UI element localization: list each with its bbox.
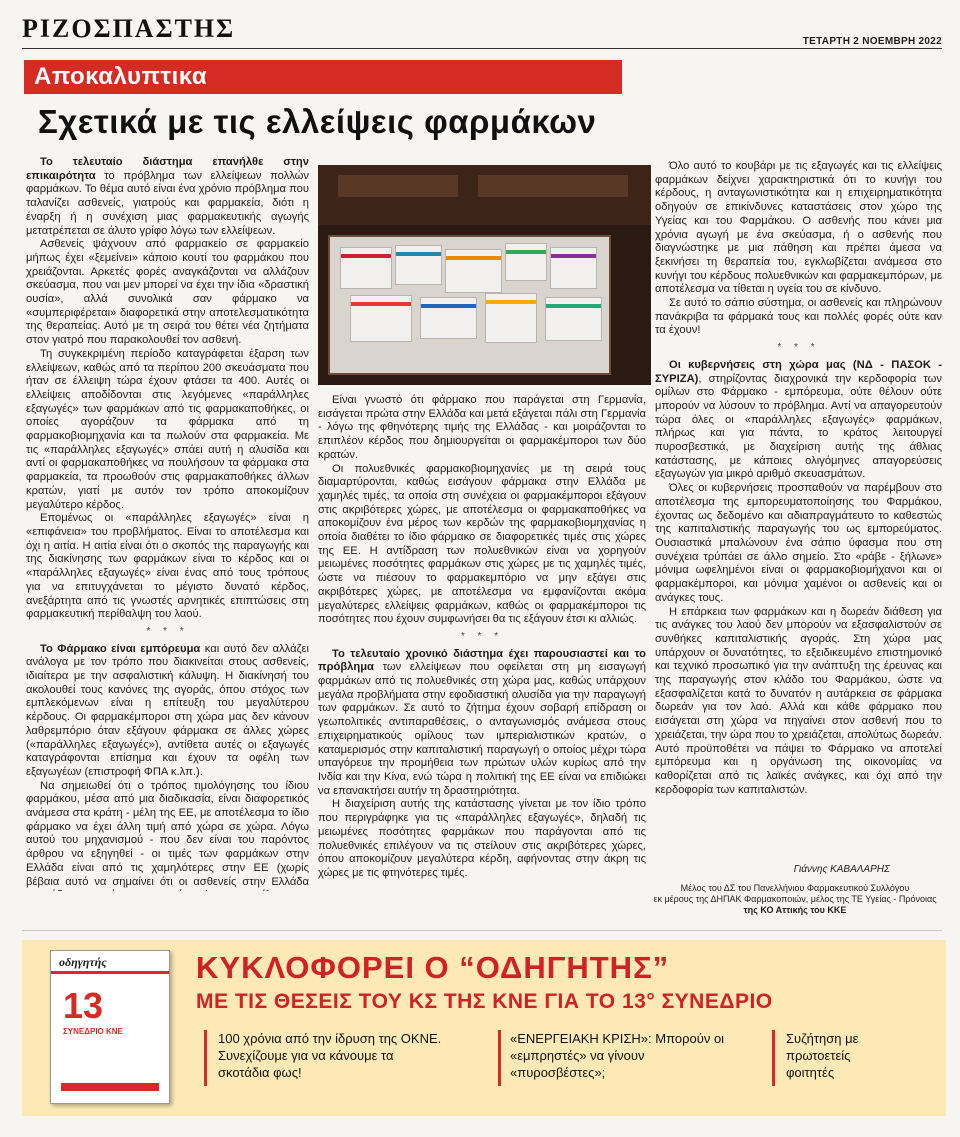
magazine-strip [61,1083,159,1091]
author-role-line: της ΚΟ Αττικής του ΚΚΕ [743,905,847,915]
author-role [650,883,940,916]
author-role-line: Μέλος του ΔΣ του Πανελλήνιου Φαρμακευτικού Συλλόγου [680,883,910,893]
ad-divider [22,930,942,931]
paragraph [318,648,646,799]
article-column-2 [318,394,646,884]
magazine-cover [50,950,170,1104]
paragraph: Η επάρκεια των φαρμάκων και η δωρεάν διάθεση για τις ανάγκες του λαού δεν μπορούν να εξασφαλιστούν σε συνθήκες καπιταλιστικής αγοράς. Στη χώρα μας υπάρχουν οι δυνατότητες, το εξειδικευμένο επιστημονικό και τεχνικό προσωπικό για την ανάπτυξη της έρευνας και της παραγωγής στον κλάδο του Φαρμάκου, ώστε να εξασφαλίζεται κατά το δυνατόν η αυτάρκεια σε φάρμακα δωρεάν για τον λαό. Αλλά και κάθε φάρμακο που εισάγεται στη χώρα να πηγαίνει στον ασθενή που το χρειάζεται, την ώρα που το χρειάζεται, απολύτως δωρεάν. Αυτό προϋποθέτει να πάψει το Φάρμακο να αποτελεί εμπόρευμα και η οργάνωση της οικονομίας να καθορίζεται από τις λαϊκές ανάγκες, και όχι από την κερδοφορία των καπιταλιστών. [655,605,942,796]
header-divider [22,48,942,49]
paragraph [26,156,309,238]
paragraph: Σε αυτό το σάπιο σύστημα, οι ασθενείς και πληρώνουν πανάκριβα τα φάρμακά τους και πολλές φορές ούτε καν τα έχουν! [655,297,942,337]
paragraph-text: των ελλείψεων που οφείλεται στη μη εισαγωγή φαρμάκων από τις πολυεθνικές στη χώρα μας, καθώς υπάρχουν μεγάλα προβλήματα στην εφοδιαστική αλυσίδα για την παραγωγή των φαρμάκων. Σε αυτό το ζήτημα έχουν σοβαρή επίδραση οι γεωπολιτικές αντιπαραθέσεις, ο ανταγωνισμός ανάμεσα στους επιχειρηματικούς ομίλους των ιμπεριαλιστικών κρατών, ο καταμερισμός στην καπιταλιστική παραγωγή ο οποίος μέχρι τώρα υπαγόρευε την προμήθεια των πρώτων υλών κυρίως από την Ινδία και την Κίνα, ενώ τώρα η πολιτική της ΕΕ είναι να επιδιώκει να επανακτήσει αυτήν τη δραστηριότητα. [318,661,646,797]
paragraph: Ασθενείς ψάχνουν από φαρμακείο σε φαρμακείο μήπως έχει «ξεμείνει» κάποιο κουτί του φαρμάκου που χρειάζονται. Αρκετές φορές αναγκάζονται να αλλάζουν σκεύασμα, που ναι μεν μπορεί να έχει την ίδια «δραστική ουσία», αλλά συνολικά σαν φάρμακο να «συμπεριφέρεται» διαφορετικά στην αποτελεσματικότητα της θεραπείας. Αυτό με τη σειρά του θέτει νέα ζητήματα στον γιατρό που παρακολουθεί τον ασθενή. [26,238,309,347]
magazine-title: οδηγητής [59,955,107,969]
author-role-line: εκ μέρους της ΔΗΠΑΚ Φαρμακοποιών, μέλος της ΤΕ Υγείας - Πρόνοιας [653,894,937,904]
ad-item-bar [204,1030,207,1086]
lead-bold: Το τελευταίο διάστημα επανήλθε στην επικαιρότητα [26,156,309,182]
lead-bold: Οι κυβερνήσεις στη χώρα μας (ΝΔ - ΠΑΣΟΚ - ΣΥΡΙΖΑ) [655,358,942,385]
magazine-number: 13 [63,985,104,1026]
paragraph: Οι πολυεθνικές φαρμακοβιομηχανίες με τη σειρά τους διαμαρτύρονται, καθώς εισάγουν φάρμακα στην Ελλάδα με χαμηλές τιμές, τα οποία στη συνέχεια οι φαρμακέμποροι εξάγουν στις ακριβότερες χώρες, με αποτέλεσμα οι φαρμακαποθήκες να αποκομίζουν ένα μέρος των κερδών της φαρμακοβιομηχανίας η οποία διαθέτει το ίδιο φάρμακο σε διαφορετικές τιμές στις χώρες της ΕΕ. Η αντίδραση των πολυεθνικών είναι να χορηγούν μειωμένες ποσότητες φαρμάκων στις χώρες με τις χαμηλές τιμές, ώστε να πιέσουν το φαρμακεμπόριο να μην εξάγει στις ακριβότερες χώρες, με αποτέλεσμα να εμφανίζονται ακόμα μεγαλύτερες ελλείψεις φαρμάκων, καθώς οι φαρμακέμποροι τις ποσότητες που έχουν συμφωνήσει θα τις εξάγουν έτσι κι αλλιώς. [318,462,646,626]
paragraph [655,359,942,482]
paragraph: Να σημειωθεί ότι ο τρόπος τιμολόγησης του ίδιου φαρμάκου, μέσα από μια διαδικασία, είναι διαφορετικός ανάμεσα στα κράτη - μέλη της ΕΕ, με αποτέλεσμα το ίδιο φάρμακο να έχει άλλη τιμή από χώρα σε χώρα. Λόγω αυτού του μηχανισμού - που δεν είναι του παρόντος άρθρου να εξηγηθεί - οι τιμές των φαρμάκων στην Ελλάδα είναι από τις χαμηλότερες στην ΕΕ (χωρίς βέβαια αυτό να σημαίνει ότι οι ασθενείς στην Ελλάδα [26,779,309,888]
paragraph [26,643,309,780]
paragraph: Τη συγκεκριμένη περίοδο καταγράφεται έξαρση των ελλείψεων, καθώς από τα περίπου 200 σκευάσματα που ήταν σε έλλειψη τώρα έχουν φτάσει τα 400. Αυτές οι ελλείψεις αποδίδονται στις λεγόμενες «παράλληλες εξαγωγές» των φαρμάκων από τις φαρμακαποθήκες, οι οποίες αγοράζουν τα φάρμακα από τη φαρμακοβιομηχανία και τα πωλούν στα φαρμακεία. Με τις «παράλληλες εξαγωγές» σπάει αυτή η αλυσίδα και αντί οι φαρμακαποθήκες να πουλήσουν τα φάρμακα στα φαρμακεία, τα προωθούν στις φαρμακαποθήκες άλλων κρατών, γιατί με αυτόν τον τρόπο αποκομίζουν μεγαλύτερο κέρδος. [26,347,309,511]
article-photo-medicine-drawer [318,165,651,385]
ad-subheadline: ΜΕ ΤΙΣ ΘΕΣΕΙΣ ΤΟΥ ΚΣ ΤΗΣ ΚΝΕ ΓΙΑ ΤΟ 13° ΣΥΝΕΔΡΙΟ [196,990,773,1013]
magazine-band [51,971,169,974]
ad-item-bar [498,1030,501,1086]
paragraph: Επομένως οι «παράλληλες εξαγωγές» είναι η «επιφάνεια» του προβλήματος. Είναι το αποτέλεσμα και όχι η αιτία. Η αιτία είναι ότι ο σκοπός της παραγωγής και της διακίνησης των φαρμάκων είναι το κέρδος και οι «παράλληλες εξαγωγές» είναι ένας από τους τρόπους για να επιτυγχάνεται το μέγιστο δυνατό κέρδος, ανεξάρτητα από τις γνωστές αρνητικές επιπτώσεις στη φαρμακευτική περίθαλψη του λαού. [26,512,309,621]
ad-item-bar [772,1030,775,1086]
section-stars: * * * [777,342,820,354]
ad-headline: ΚΥΚΛΟΦΟΡΕΙ Ο “ΟΔΗΓΗΤΗΣ” [196,950,670,985]
masthead-logo [22,14,235,44]
lead-bold: Το τελευταίο χρονικό διάστημα έχει παρουσιαστεί και το πρόβλημα [318,647,646,674]
paragraph: Η διαχείριση αυτής της κατάστασης γίνεται με τον ίδιο τρόπο που περιγράφηκε για τις «παράλληλες εξαγωγές», δηλαδή τις μειωμένες ποσότητες φαρμάκων που παράγονται από τις πολυεθνικές επιλέγουν να τις στείλουν στις ακριβότερες χώρες, όπου αποκομίζουν μεγαλύτερα κέρδη, αφήνοντας στην άκρη τις χώρες με τις φτηνότερες τιμές. [318,798,646,879]
ad-item-1: 100 χρόνια από την ίδρυση της ΟΚΝΕ. Συνεχίζουμε για να κάνουμε τα σκοτάδια φως! [218,1031,442,1080]
ad-item-3: Συζήτηση με πρωτοετείς φοιτητές [786,1031,859,1080]
paragraph: Είναι γνωστό ότι φάρμακο που παράγεται στη Γερμανία, εισάγεται πρώτα στην Ελλάδα και μετά εξάγεται πάλι στη Γερμανία - λόγω της φθηνότερης τιμής της Ελλάδας - και μοιράζονται το επιπλέον κέρδος που δημιουργείται οι φαρμακέμποροι των δύο κρατών. [318,394,646,461]
magazine-subtitle: ΣΥΝΕΔΡΙΟ ΚΝΕ [63,1027,123,1036]
paragraph: Όλες οι κυβερνήσεις προσπαθούν να παρέμβουν στο αποτέλεσμα της εμπορευματοποίησης του Φαρμάκου, έχοντας ως δεδομένο και αδιαπραγμάτευτο το καθεστώς της καπιταλιστικής παραγωγής του ως εμπορεύματος. Ουσιαστικά μπαλώνουν ένα σάπιο ύφασμα που στη συνέχεια τρύπάει σε άλλο σημείο. Στο «ράβε - ξήλωνε» μόνιμα ωφελημένοι είναι οι φαρμακοβιομήχανοι και οι φαρμακέμποροι, και μόνιμα χαμένοι οι ασθενείς και οι ανάγκες τους. [655,482,942,604]
ad-item-2: «ΕΝΕΡΓΕΙΑΚΗ ΚΡΙΣΗ»: Μπορούν οι «εμπρηστές» να γίνουν «πυροσβέστες»; [510,1031,725,1080]
article-column-1 [26,156,309,891]
author-name: Γιάννης ΚΑΒΑΛΑΡΗΣ [793,864,890,875]
paragraph-text: , στηρίζοντας διαχρονικά την κερδοφορία των ομίλων στο Φάρμακο - εμπόρευμα, ούτε θέλουν ούτε μπορούν να λύσουν το πρόβλημα. Αντί να απαγορευτούν τώρα όλες οι «παράλληλες εξαγωγές» φαρμάκων, πλήρως και για πάντα, το κράτος λειτουργεί πυροσβεστικά, με διαχείριση αυτής της άθλιας κατάστασης, με κάποιες ολιγόμηνες απαγορεύσεις εξαγωγών για μικρό αριθμό σκευασμάτων. [655,372,942,481]
masthead-name: ΡΙΖΟΣΠΑΣΤΗΣ [22,14,236,43]
section-label: Αποκαλυπτικα [34,63,208,90]
paragraph-text: και αυτό δεν αλλάζει ανάλογα με τον τρόπο που διακινείται στους ασθενείς, ιδιαίτερα με την ασφαλιστική κάλυψη. Η διακίνησή του ακολουθεί τους κανόνες της αγοράς, όπου στόχος των εμπλεκόμενων είναι η επίτευξη του μεγαλύτερου κέρδους. Οι φαρμακέμποροι στη χώρα μας δεν κάνουν λαθρεμπόριο όταν εξάγουν φάρμακα σε άλλες χώρες («παράλληλες εξαγωγές»), αντίθετα αυτές οι εξαγωγές καταγράφονται επίσημα και έχουν τα οφέλη των εξαγωγέων (επιστροφή ΦΠΑ κ.λπ.). [26,642,309,778]
section-stars: * * * [146,625,189,637]
article-column-3 [655,160,942,862]
section-stars: * * * [460,630,504,642]
paragraph: Όλο αυτό το κουβάρι με τις εξαγωγές και τις ελλείψεις φαρμάκων δείχνει χαρακτηριστικά ότι το κυνήγι του κέρδους, η ανταγωνιστικότητα και η επιχειρηματικότητα οδηγούν σε επικίνδυνες καταστάσεις στον χώρο της Υγείας και του Φαρμάκου. Ο ασθενής που κάνει μια χρόνια αγωγή με ένα σκεύασμα, ή ο ασθενής που διαγνώστηκε με μια πάθηση και πρέπει άμεσα να ξεκινήσει τη θεραπεία του, εγκλωβίζεται ανάμεσα στο κυνήγι του κέρδους πολυεθνικών και φαρμακεμπόρων, με αποτέλεσμα να τίθεται η υγεία του σε κίνδυνο. [655,160,942,296]
lead-bold: Το Φάρμακο είναι εμπόρευμα [40,642,201,655]
article-headline: Σχετικά με τις ελλείψεις φαρμάκων [38,103,597,140]
paragraph-text: το πρόβλημα των ελλείψεων πολλών φαρμάκων. Το θέμα αυτό είναι ένα χρόνιο πρόβλημα που ταλανίζει ασθενείς, γιατρούς και φαρμακεία, διότι η έναρξη ή η συνέχιση μιας φαρμακευτικής αγωγής μετατρέπεται σε άλυτο γρίφο λόγω των ελλείψεων. [26,169,309,237]
issue-date: ΤΕΤΑΡΤΗ 2 ΝΟΕΜΒΡΗ 2022 [802,36,942,47]
